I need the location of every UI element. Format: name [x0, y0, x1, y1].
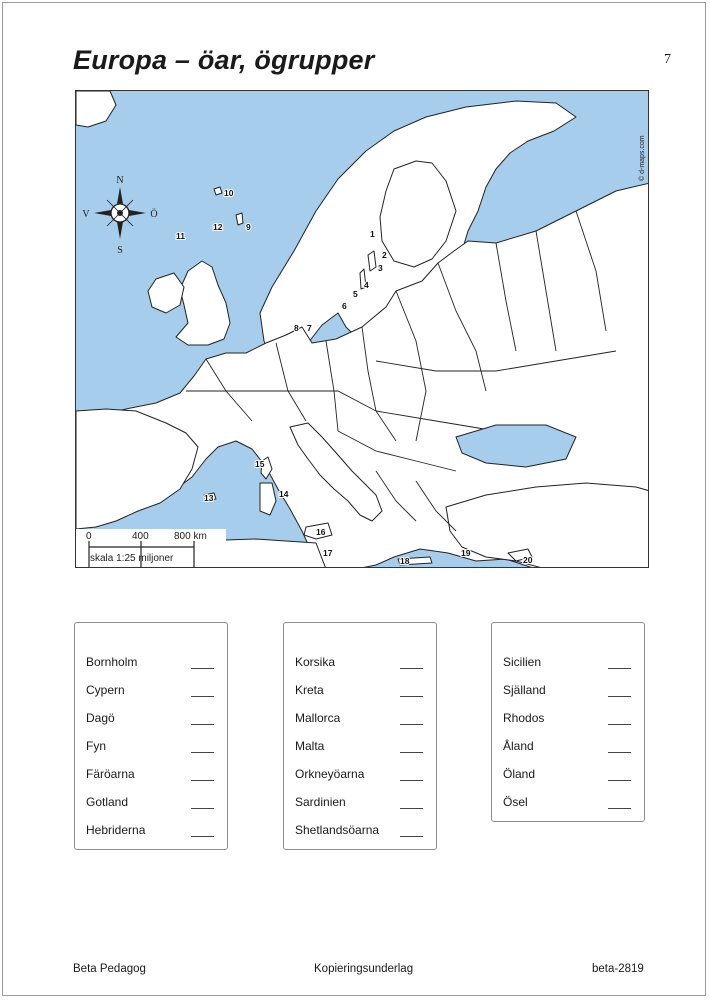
marker-19: 19 [461, 548, 471, 558]
list-item [503, 709, 631, 729]
island-label: Rhodos [503, 711, 545, 725]
answer-line[interactable] [400, 668, 423, 669]
answer-line[interactable] [608, 752, 631, 753]
list-item [295, 709, 423, 729]
marker-2: 2 [382, 250, 387, 260]
island-label: Fyn [86, 739, 107, 753]
map-svg [76, 91, 649, 568]
list-item [503, 653, 631, 673]
answer-line[interactable] [191, 836, 214, 837]
list-item [503, 737, 631, 757]
island-label: Malta [295, 739, 325, 753]
europe-map [75, 90, 649, 568]
land-gotland [368, 251, 376, 271]
list-item [86, 737, 214, 757]
compass-s: S [117, 245, 123, 256]
list-item [503, 681, 631, 701]
list-item [86, 793, 214, 813]
page-title: Europa – öar, ögrupper [73, 45, 375, 75]
island-label: Kreta [295, 683, 324, 697]
compass-n: N [116, 175, 124, 186]
scale-bar [76, 529, 226, 568]
list-item [295, 653, 423, 673]
marker-3: 3 [378, 263, 383, 273]
list-item [503, 793, 631, 813]
island-label: Ösel [503, 795, 528, 809]
answer-line[interactable] [400, 752, 423, 753]
answer-box-2 [283, 622, 437, 850]
marker-16: 16 [316, 527, 326, 537]
island-label: Åland [503, 739, 534, 753]
list-item [295, 793, 423, 813]
marker-4: 4 [364, 280, 369, 290]
marker-6: 6 [342, 301, 347, 311]
compass-w: V [82, 209, 90, 220]
land-faroes [214, 187, 222, 195]
marker-5: 5 [353, 289, 358, 299]
list-item [86, 709, 214, 729]
scale-tick-400: 400 [132, 531, 149, 542]
marker-15: 15 [255, 459, 265, 469]
island-label: Gotland [86, 795, 129, 809]
island-label: Hebriderna [86, 823, 146, 837]
island-label: Bornholm [86, 655, 138, 669]
island-label: Dagö [86, 711, 115, 725]
island-label: Sardinien [295, 795, 346, 809]
marker-14: 14 [279, 489, 289, 499]
list-item [503, 765, 631, 785]
list-item [295, 737, 423, 757]
answer-line[interactable] [191, 780, 214, 781]
scale-tick-0: 0 [86, 531, 92, 542]
marker-10: 10 [224, 188, 234, 198]
map-credit: © d-maps.com [639, 135, 646, 181]
answer-line[interactable] [400, 724, 423, 725]
answer-line[interactable] [191, 668, 214, 669]
page-number: 7 [664, 52, 671, 67]
marker-11: 11 [176, 231, 185, 241]
answer-line[interactable] [608, 668, 631, 669]
answer-line[interactable] [608, 808, 631, 809]
island-label: Cypern [86, 683, 125, 697]
answer-line[interactable] [191, 696, 214, 697]
list-item [295, 765, 423, 785]
list-item [86, 821, 214, 841]
list-item [295, 681, 423, 701]
answer-line[interactable] [608, 696, 631, 697]
footer-publisher: Beta Pedagog [73, 963, 146, 975]
answer-line[interactable] [608, 780, 631, 781]
answer-line[interactable] [400, 696, 423, 697]
answer-line[interactable] [191, 752, 214, 753]
answer-line[interactable] [400, 836, 423, 837]
island-label: Orkneyöarna [295, 767, 365, 781]
answer-line[interactable] [400, 780, 423, 781]
island-label: Färöarna [86, 767, 135, 781]
island-label: Shetlandsöarna [295, 823, 380, 837]
marker-20: 20 [523, 555, 533, 565]
list-item [295, 821, 423, 841]
scale-caption: skala 1:25 miljoner [90, 553, 174, 564]
marker-17: 17 [323, 548, 333, 558]
marker-8: 8 [294, 323, 299, 333]
list-item [86, 765, 214, 785]
answer-box-1 [74, 622, 228, 850]
footer-copy-note: Kopieringsunderlag [314, 963, 414, 975]
marker-7: 7 [307, 323, 312, 333]
marker-9: 9 [246, 222, 251, 232]
answer-line[interactable] [191, 724, 214, 725]
answer-line[interactable] [608, 724, 631, 725]
answer-line[interactable] [191, 808, 214, 809]
island-label: Korsika [295, 655, 336, 669]
answer-line[interactable] [400, 808, 423, 809]
answer-box-3 [491, 622, 645, 822]
compass-e: Ö [150, 209, 158, 220]
island-label: Själland [503, 683, 546, 697]
scale-tick-800: 800 km [174, 531, 207, 542]
marker-12: 12 [213, 222, 223, 232]
island-label: Öland [503, 767, 536, 781]
list-item [86, 653, 214, 673]
marker-13: 13 [204, 493, 214, 503]
island-label: Sicilien [503, 655, 542, 669]
island-label: Mallorca [295, 711, 341, 725]
list-item [86, 681, 214, 701]
marker-1: 1 [370, 229, 375, 239]
footer-code: beta-2819 [592, 963, 644, 975]
marker-18: 18 [400, 556, 410, 566]
